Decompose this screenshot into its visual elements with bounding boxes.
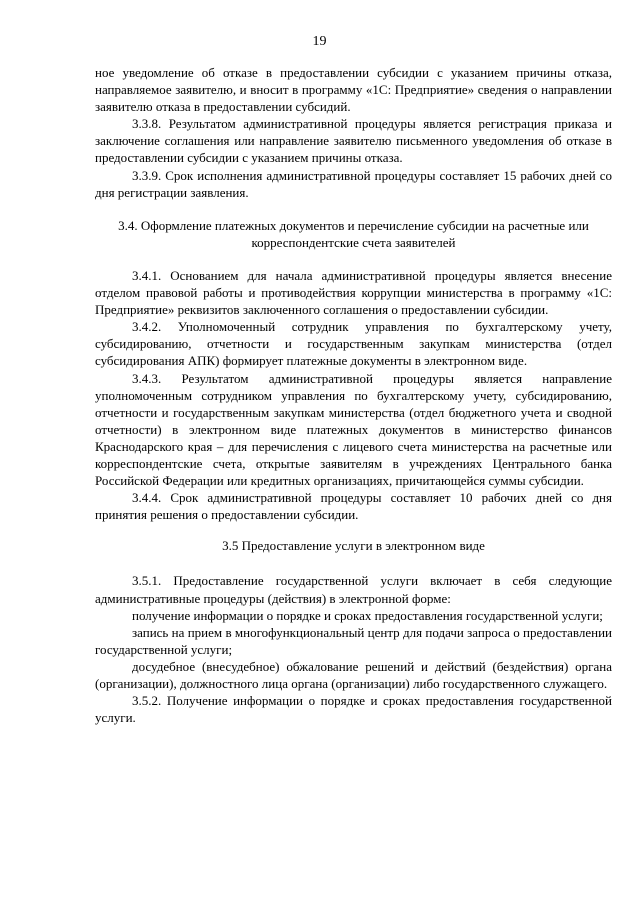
page-number: 19 (312, 34, 327, 49)
paragraph-3-4-4: 3.4.4. Срок административной процедуры составляет 10 рабочих дней со дня принятия решения о предоставлении субсидии. (95, 490, 612, 523)
paragraph-3-3-9: 3.3.9. Срок исполнения административной процедуры составляет 15 рабочих дней со дня регистрации заявления. (95, 167, 612, 200)
list-item-info: получение информации о порядке и сроках предоставления государственной услуги; (132, 607, 603, 623)
paragraph-3-4-2: 3.4.2. Уполномоченный сотрудник управления по бухгалтерскому учету, субсидированию, отчетности и государственным закупкам министерства (отдел субсидирования АПК) формирует платежные документы в электронном виде. (95, 319, 612, 369)
list-item-appointment: запись на прием в многофункциональный центр для подачи запроса о предоставлении государственной услуги; (95, 624, 612, 657)
page-content (95, 64, 612, 726)
paragraph-3-5-2: 3.5.2. Получение информации о порядке и сроках предоставления государственной услуги. (95, 693, 612, 726)
section-heading-3-4: 3.4. Оформление платежных документов и перечисление субсидии на расчетные или корреспондентские счета заявителей (118, 217, 589, 250)
list-item-appeal: досудебное (внесудебное) обжалование решений и действий (бездействия) органа (организации), должностного лица органа (организации) либо государственного служащего. (95, 658, 612, 691)
paragraph-continuation: ное уведомление об отказе в предоставлении субсидии с указанием причины отказа, направляемое заявителю, и вносит в программу «1С: Предприятие» сведения о направлении заявителю отказа в предоставлении субсидий. (95, 65, 612, 115)
paragraph-3-4-1: 3.4.1. Основанием для начала административной процедуры является внесение отделом правовой работы и противодействия коррупции министерства в программу «1С: Предприятие» реквизитов заключенного соглашения о предоставлении субсидии. (95, 267, 612, 318)
paragraph-3-5-1: 3.5.1. Предоставление государственной услуги включает в себя следующие административные процедуры (действия) в электронной форме: (95, 573, 612, 606)
section-heading-3-5: 3.5 Предоставление услуги в электронном виде (222, 538, 485, 554)
paragraph-3-3-8: 3.3.8. Результатом административной процедуры является регистрация приказа и заключение соглашения или направление заявителю письменного уведомления об отказе в предоставлении субсидии с указанием причины отказа. (95, 116, 612, 166)
paragraph-3-4-3: 3.4.3. Результатом административной процедуры является направление уполномоченным сотрудником управления по бухгалтерскому учету, субсидированию, отчетности и государственным закупкам министерства (отдел бюджетного учета и сводной отчетности) в электронном виде платежных документов в министерство финансов Краснодарского края – для перечисления с лицевого счета министерства на расчетные или корреспондентские счета, открытые заявителям в учреждениях Центрального банка Российской Федерации или кредитных организациях, причитающейся суммы субсидии. (95, 370, 612, 489)
